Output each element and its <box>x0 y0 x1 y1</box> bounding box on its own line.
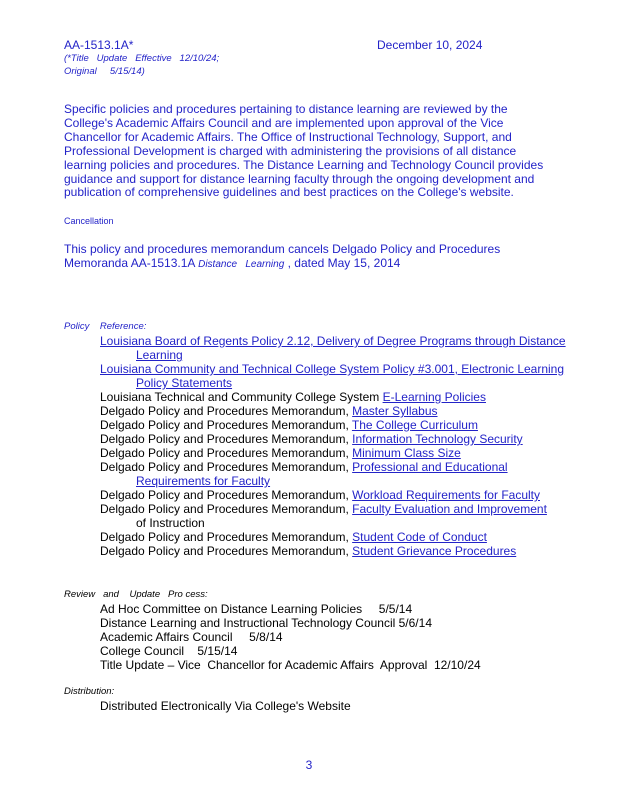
review-item: Academic Affairs Council 5/8/14 <box>100 630 283 644</box>
reference-link[interactable]: The College Curriculum <box>351 418 478 432</box>
reference-item: Delgado Policy and Procedures Memorandum, Information Technology Security <box>100 432 523 446</box>
policy-reference-label: Policy Reference: <box>64 321 147 332</box>
reference-link[interactable]: Minimum Class Size <box>352 446 461 460</box>
cancellation-heading: Cancellation <box>64 216 114 226</box>
reference-link[interactable]: Student Code of Conduct <box>352 530 487 544</box>
reference-item <box>100 334 570 362</box>
reference-link[interactable]: E-Learning Policies <box>382 390 486 404</box>
reference-item: Delgado Policy and Procedures Memorandum, Workload Requirements for Faculty <box>100 488 540 502</box>
document-date: December 10, 2024 <box>377 38 483 52</box>
cancellation-paragraph <box>64 243 554 272</box>
reference-item: Delgado Policy and Procedures Memorandum, Master Syllabus <box>100 404 438 418</box>
reference-item: Delgado Policy and Procedures Memorandum, Faculty Evaluation and Improvement of Instruction <box>100 502 547 530</box>
review-item: Distance Learning and Instructional Technology Council 5/6/14 <box>100 616 432 630</box>
reference-link[interactable]: Workload Requirements for Faculty <box>352 488 540 502</box>
policy-reference-list <box>100 334 570 558</box>
reference-link[interactable]: Louisiana Board of Regents Policy 2.12, Delivery of Degree Programs through Distance Learning <box>100 334 566 362</box>
reference-link-continued[interactable]: Policy Statements <box>136 376 233 390</box>
review-item: Title Update – Vice Chancellor for Academic Affairs Approval 12/10/24 <box>100 658 481 672</box>
reference-link[interactable]: Faculty Evaluation and Improvement <box>352 502 547 516</box>
reference-link[interactable]: Master Syllabus <box>352 404 438 418</box>
review-process-label: Review and Update Pro cess: <box>64 589 208 600</box>
reference-item: Louisiana Technical and Community College System E-Learning Policies <box>100 390 486 404</box>
reference-link[interactable]: Student Grievance Procedures <box>352 544 517 558</box>
reference-link[interactable]: Louisiana Community and Technical College System Policy #3.001, Electronic Learning <box>100 362 565 376</box>
cancellation-date: , dated May 15, 2014 <box>284 255 401 270</box>
note-line-1: (*Title Update Effective 12/10/24; <box>64 53 220 64</box>
cancellation-title: Distance Learning <box>198 258 285 270</box>
intro-paragraph: Specific policies and procedures pertaining to distance learning are reviewed by the College's Academic Affairs Council and are implemented upon approval of the Vice Chancellor for Academic Affairs. The Office of Instructional Technology, Support, and Professional Development is charged with administering the provisions of all distance learning policies and procedures. The Distance Learning and Technology Council provides guidance and support for distance learning faculty through the ongoing development and publication of comprehensive guidelines and best practices on the College's website. <box>64 102 544 200</box>
reference-item <box>100 362 570 390</box>
reference-item: Delgado Policy and Procedures Memorandum, Minimum Class Size <box>100 446 461 460</box>
reference-item: Delgado Policy and Procedures Memorandum, Student Grievance Procedures <box>100 544 517 558</box>
cancellation-text: This policy and procedures memorandum cancels Delgado Policy and Procedures Memoranda AA-1513.1A <box>64 242 501 270</box>
note-line-2: Original 5/15/14) <box>64 66 145 77</box>
page-number: 3 <box>305 758 313 772</box>
review-process-list <box>100 602 481 672</box>
review-item: Ad Hoc Committee on Distance Learning Policies 5/5/14 <box>100 602 413 616</box>
reference-continued: of Instruction <box>136 516 205 530</box>
reference-link[interactable]: Professional and Educational Requirements for Faculty <box>136 460 508 488</box>
reference-item: Delgado Policy and Procedures Memorandum, The College Curriculum <box>100 418 478 432</box>
reference-link[interactable]: Information Technology Security <box>352 432 523 446</box>
title-update-note <box>64 52 264 78</box>
document-code: AA-1513.1A* <box>64 38 134 52</box>
distribution-label: Distribution: <box>64 686 115 697</box>
distribution-text: Distributed Electronically Via College's Website <box>100 699 351 713</box>
reference-item: Delgado Policy and Procedures Memorandum, Professional and Educational Requirements for Faculty <box>100 460 508 488</box>
review-item: College Council 5/15/14 <box>100 644 238 658</box>
reference-item: Delgado Policy and Procedures Memorandum, Student Code of Conduct <box>100 530 487 544</box>
